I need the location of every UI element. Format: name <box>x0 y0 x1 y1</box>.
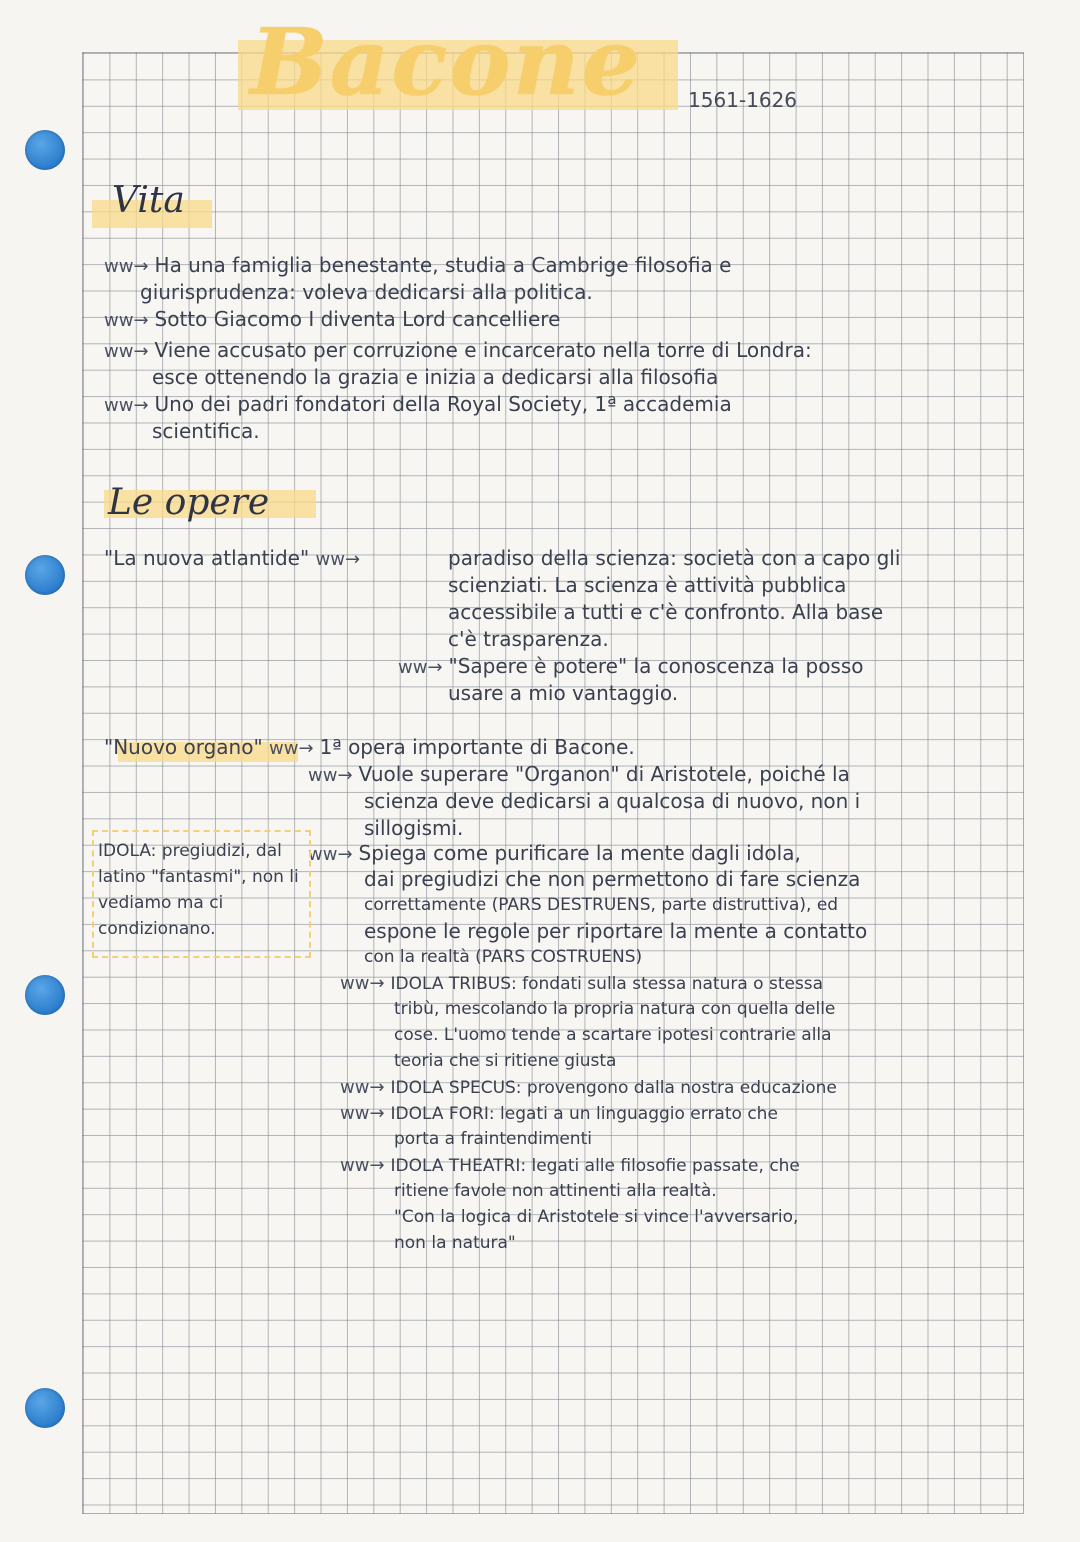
atlantide-line: scienziati. La scienza è attività pubblica <box>448 573 847 597</box>
opere-heading: Le opere <box>108 482 270 523</box>
vita-line: scientifica. <box>152 419 260 443</box>
organo-line: dai pregiudizi che non permettono di fare scienza <box>364 867 861 891</box>
binder-hole-icon <box>25 1388 65 1428</box>
arrow-icon: ww→ <box>269 738 314 759</box>
organo-line: porta a fraintendimenti <box>394 1129 592 1149</box>
arrow-icon: ww→ <box>340 973 385 994</box>
binder-hole-icon <box>25 555 65 595</box>
organo-line: correttamente (PARS DESTRUENS, parte distruttiva), ed <box>364 895 839 915</box>
organo-line: ww→ IDOLA THEATRI: legati alle filosofie passate, che <box>340 1155 800 1176</box>
organo-line: ritiene favole non attinenti alla realtà. <box>394 1181 717 1201</box>
dates: 1561-1626 <box>688 88 798 112</box>
organo-line: ww→ IDOLA SPECUS: provengono dalla nostra educazione <box>340 1077 837 1098</box>
arrow-icon: ww→ <box>340 1077 385 1098</box>
arrow-icon: ww→ <box>398 657 443 678</box>
organo-line: teoria che si ritiene giusta <box>394 1051 617 1071</box>
arrow-icon: ww→ <box>308 844 353 865</box>
vita-line: esce ottenendo la grazia e inizia a dedicarsi alla filosofia <box>152 365 719 389</box>
organo-line: ww→ Vuole superare "Organon" di Aristotele, poiché la <box>308 762 850 786</box>
arrow-icon: ww→ <box>104 341 149 362</box>
atlantide-line: usare a mio vantaggio. <box>448 681 679 705</box>
page-title: Bacone <box>250 8 643 116</box>
arrow-icon: ww→ <box>104 310 149 331</box>
vita-line: giurisprudenza: voleva dedicarsi alla politica. <box>140 280 593 304</box>
vita-line: ww→ Viene accusato per corruzione e incarcerato nella torre di Londra: <box>104 338 812 362</box>
organo-line: con la realtà (PARS COSTRUENS) <box>364 947 643 967</box>
arrow-icon: ww→ <box>340 1103 385 1124</box>
organo-line: non la natura" <box>394 1233 516 1253</box>
atlantide-line: accessibile a tutti e c'è confronto. Alla base <box>448 600 884 624</box>
atlantide-title: "La nuova atlantide" ww→ <box>104 546 361 570</box>
organo-line: ww→ Spiega come purificare la mente dagli idola, <box>308 841 801 865</box>
organo-line: tribù, mescolando la propria natura con quella delle <box>394 999 836 1019</box>
arrow-icon: ww→ <box>104 256 149 277</box>
idola-note: IDOLA: pregiudizi, dal latino "fantasmi", non li vediamo ma ci condizionano. <box>92 830 311 958</box>
arrow-icon: ww→ <box>340 1155 385 1176</box>
atlantide-line: c'è trasparenza. <box>448 627 609 651</box>
vita-line: ww→ Uno dei padri fondatori della Royal Society, 1ª accademia <box>104 392 732 416</box>
organo-line: espone le regole per riportare la mente a contatto <box>364 919 868 943</box>
organo-line: "Con la logica di Aristotele si vince l'avversario, <box>394 1207 799 1227</box>
organo-line: ww→ IDOLA FORI: legati a un linguaggio errato che <box>340 1103 778 1124</box>
vita-line: ww→ Sotto Giacomo I diventa Lord cancelliere <box>104 307 561 331</box>
organo-line: ww→ IDOLA TRIBUS: fondati sulla stessa natura o stessa <box>340 973 824 994</box>
atlantide-line: paradiso della scienza: società con a capo gli <box>448 546 901 570</box>
arrow-icon: ww→ <box>315 549 361 570</box>
organo-line: cose. L'uomo tende a scartare ipotesi contrarie alla <box>394 1025 832 1045</box>
organo-title: "Nuovo organo" ww→ 1ª opera importante di Bacone. <box>104 735 635 759</box>
arrow-icon: ww→ <box>104 395 149 416</box>
organo-line: sillogismi. <box>364 816 464 840</box>
binder-hole-icon <box>25 130 65 170</box>
organo-line: scienza deve dedicarsi a qualcosa di nuovo, non i <box>364 789 861 813</box>
arrow-icon: ww→ <box>308 765 353 786</box>
binder-hole-icon <box>25 975 65 1015</box>
atlantide-line: ww→ "Sapere è potere" la conoscenza la posso <box>398 654 864 678</box>
vita-heading: Vita <box>112 180 185 221</box>
vita-line: ww→ Ha una famiglia benestante, studia a Cambrige filosofia e <box>104 253 732 277</box>
